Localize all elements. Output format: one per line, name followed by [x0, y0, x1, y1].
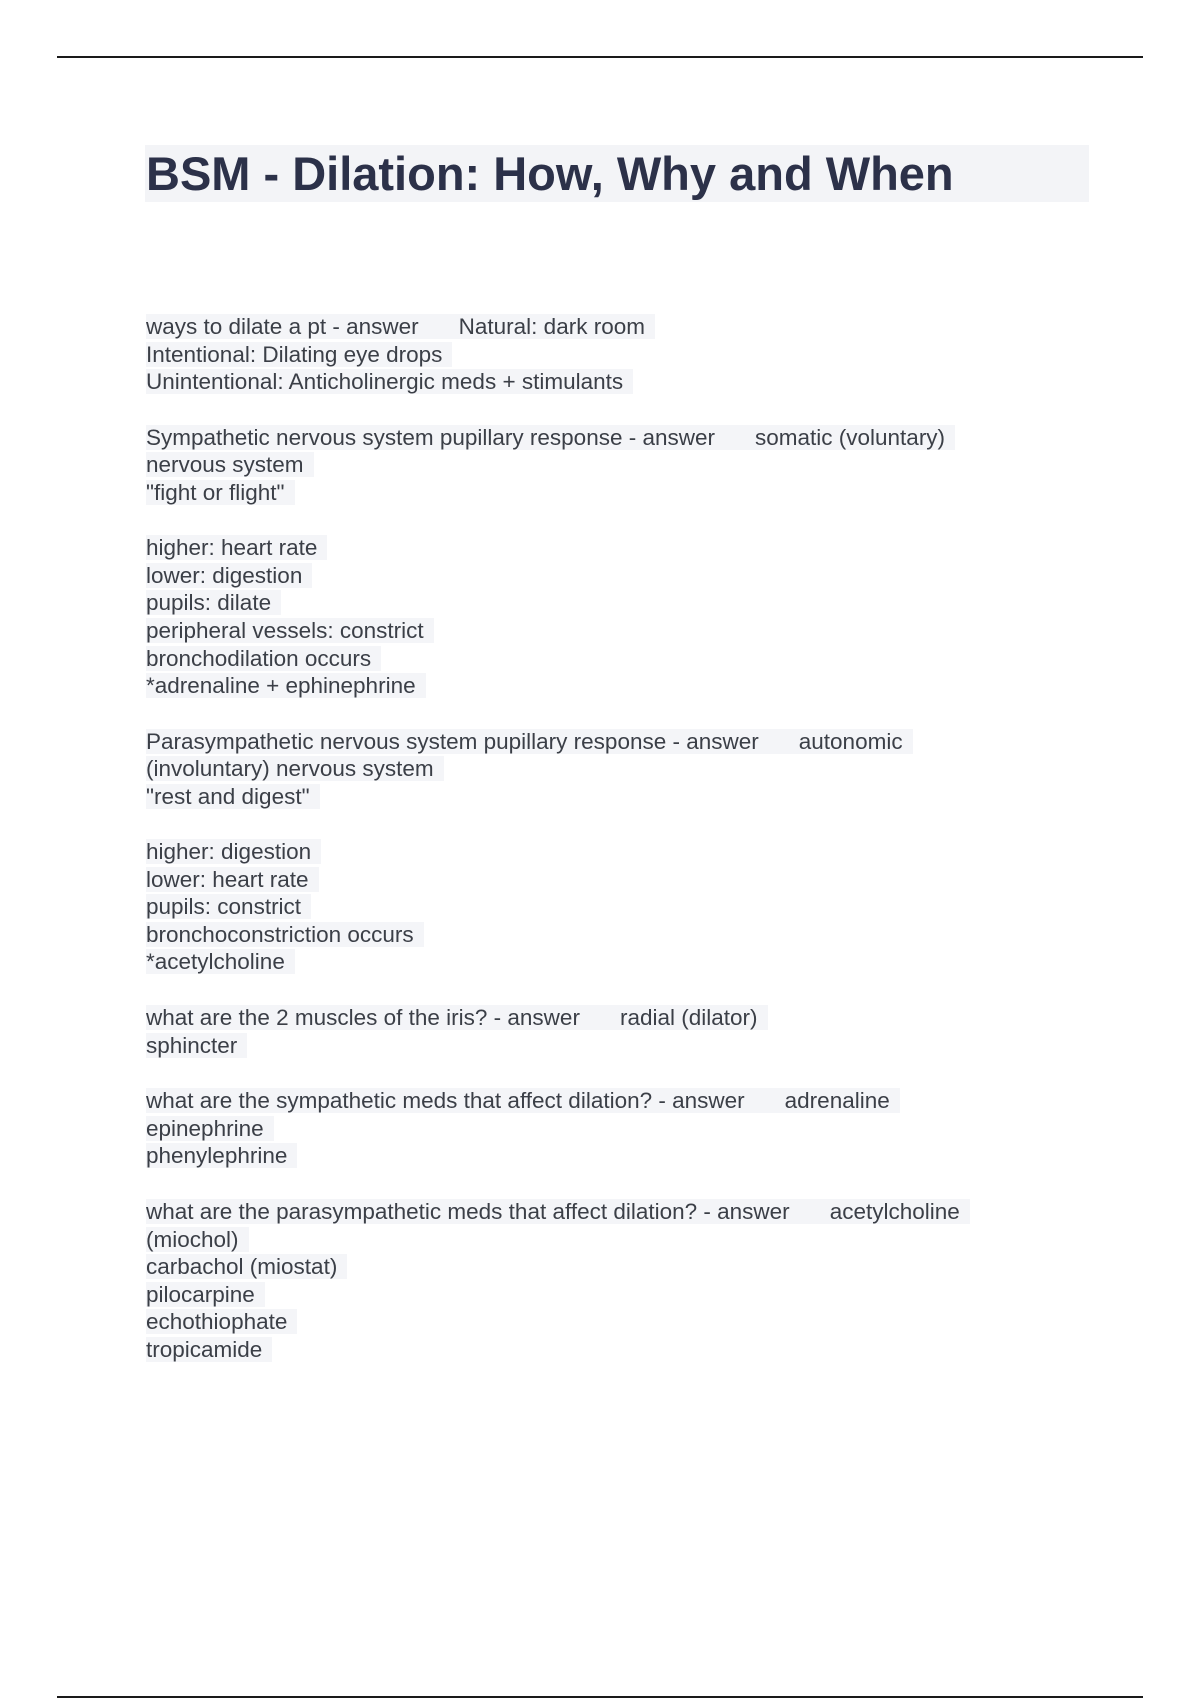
blank-line	[146, 811, 1086, 839]
answer-line: pilocarpine	[146, 1281, 1086, 1309]
flashcard-question: what are the 2 muscles of the iris? - answer	[146, 1005, 580, 1031]
answer-line: Unintentional: Anticholinergic meds + stimulants	[146, 368, 1086, 396]
flashcard	[146, 424, 1086, 700]
flashcard-answer-start: Natural: dark room	[458, 314, 645, 339]
flashcard	[146, 1004, 1086, 1059]
flashcard-list	[146, 313, 1086, 1364]
answer-line: pupils: constrict	[146, 893, 1086, 921]
flashcard-question: what are the parasympathetic meds that affect dilation? - answer	[146, 1199, 790, 1225]
answer-line: tropicamide	[146, 1336, 1086, 1364]
answer-line: echothiophate	[146, 1308, 1086, 1336]
answer-line: carbachol (miostat)	[146, 1253, 1086, 1281]
answer-line: sphincter	[146, 1032, 1086, 1060]
flashcard-answer-start: autonomic	[798, 728, 903, 754]
flashcard-answer-start: acetylcholine	[829, 1199, 960, 1225]
answer-line: bronchodilation occurs	[146, 645, 1086, 673]
answer-line: phenylephrine	[146, 1142, 1086, 1170]
answer-line: higher: digestion	[146, 838, 1086, 866]
answer-line: (involuntary) nervous system	[146, 755, 1086, 783]
flashcard-answer-start: adrenaline	[784, 1088, 890, 1114]
flashcard-answer-start: radial (dilator)	[619, 1005, 758, 1031]
flashcard-question: Parasympathetic nervous system pupillary response - answer	[146, 728, 759, 754]
flashcard-question: ways to dilate a pt - answer	[146, 314, 419, 339]
flashcard-first-line	[146, 1004, 1086, 1032]
flashcard-first-line	[146, 1087, 1086, 1115]
flashcard-first-line	[146, 1198, 1086, 1226]
answer-line: "fight or flight"	[146, 479, 1086, 507]
flashcard	[146, 1087, 1086, 1170]
answer-line: Intentional: Dilating eye drops	[146, 341, 1086, 369]
flashcard-question: what are the sympathetic meds that affect dilation? - answer	[146, 1088, 745, 1114]
blank-line	[146, 507, 1086, 535]
top-rule	[57, 56, 1143, 58]
flashcard-answer-start: somatic (voluntary)	[755, 424, 946, 450]
flashcard-first-line	[146, 424, 1086, 452]
answer-line: lower: digestion	[146, 562, 1086, 590]
answer-line: epinephrine	[146, 1115, 1086, 1143]
answer-line: bronchoconstriction occurs	[146, 921, 1086, 949]
page-title: BSM - Dilation: How, Why and When	[146, 147, 954, 200]
answer-line: peripheral vessels: constrict	[146, 617, 1086, 645]
bottom-rule	[57, 1696, 1143, 1698]
answer-line: (miochol)	[146, 1226, 1086, 1254]
flashcard-first-line	[146, 313, 1086, 341]
flashcard-question: Sympathetic nervous system pupillary response - answer	[146, 424, 715, 450]
answer-line: lower: heart rate	[146, 866, 1086, 894]
flashcard	[146, 313, 1086, 396]
answer-line: *adrenaline + ephinephrine	[146, 672, 1086, 700]
flashcard-first-line	[146, 728, 1086, 756]
flashcard	[146, 1198, 1086, 1364]
answer-line: nervous system	[146, 451, 1086, 479]
answer-line: *acetylcholine	[146, 948, 1086, 976]
answer-line: "rest and digest"	[146, 783, 1086, 811]
answer-line: pupils: dilate	[146, 589, 1086, 617]
flashcard	[146, 728, 1086, 976]
answer-line: higher: heart rate	[146, 534, 1086, 562]
